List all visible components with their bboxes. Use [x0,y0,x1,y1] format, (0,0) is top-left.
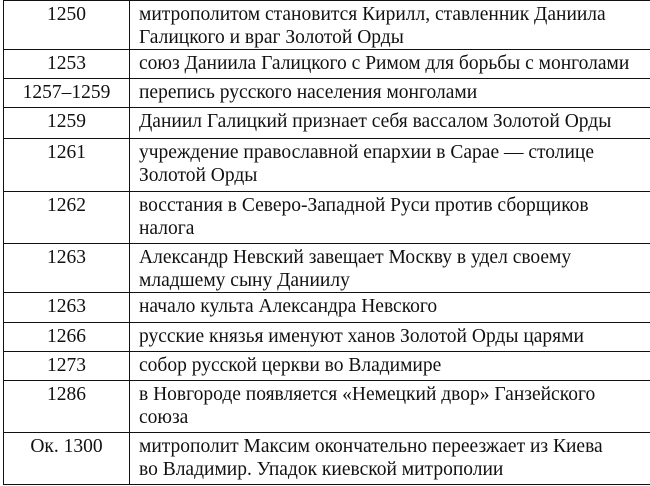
event-line: русские князья именуют ханов Золотой Орды царями [139,326,584,347]
table-row [4,79,650,108]
event-line: восстания в Северо-Западной Руси против сборщиков [139,195,589,216]
event-line: в Новгороде появляется «Немецкий двор» Ганзейского [139,384,596,405]
event-line: союз Даниила Галицкого с Римом для борьбы с монголами [139,53,630,74]
event-cell [130,244,650,293]
table-row [4,433,650,485]
event-line: начало культа Александра Невского [139,296,438,317]
event-cell [130,108,650,139]
table-row [4,244,650,293]
event-line: собор русской церкви во Владимире [139,355,442,376]
event-line: во Владимир. Упадок киевской митрополии [139,459,504,480]
event-line: Золотой Орды [139,165,258,186]
event-line: перепись русского населения монголами [139,82,478,103]
event-line: налога [139,218,195,239]
event-line: Даниил Галицкий признает себя вассалом Золотой Орды [139,111,612,132]
event-cell [130,293,650,323]
year-cell: 1266 [4,323,130,352]
table-row [4,352,650,381]
event-line: учреждение православной епархии в Сарае — столице [139,142,595,163]
event-cell [130,381,650,433]
event-line: Галицкого и враг Золотой Орды [139,27,404,48]
event-cell [130,323,650,352]
table-row [4,381,650,433]
table-row [4,323,650,352]
year-cell: 1253 [4,50,130,79]
table-row [4,139,650,192]
year-cell: Ок. 1300 [4,433,130,485]
event-cell [130,50,650,79]
event-cell [130,192,650,244]
table-body [4,1,650,485]
year-cell: 1250 [4,1,130,50]
year-cell: 1286 [4,381,130,433]
year-cell: 1273 [4,352,130,381]
table-row [4,50,650,79]
year-cell: 1262 [4,192,130,244]
year-cell: 1261 [4,139,130,192]
table-row [4,1,650,50]
table-row [4,192,650,244]
chronology-table [3,0,650,485]
event-line: митрополит Максим окончательно переезжает из Киева [139,436,603,457]
event-cell [130,433,650,485]
event-line: союза [139,407,189,428]
event-line: младшему сыну Даниилу [139,270,350,291]
table-row [4,108,650,139]
event-cell [130,79,650,108]
year-cell: 1257–1259 [4,79,130,108]
year-cell: 1263 [4,244,130,293]
event-cell [130,139,650,192]
event-cell [130,352,650,381]
event-cell [130,1,650,50]
event-line: Александр Невский завещает Москву в удел своему [139,247,572,268]
event-line: митрополитом становится Кирилл, ставленник Даниила [139,4,606,25]
year-cell: 1263 [4,293,130,323]
table-row [4,293,650,323]
year-cell: 1259 [4,108,130,139]
